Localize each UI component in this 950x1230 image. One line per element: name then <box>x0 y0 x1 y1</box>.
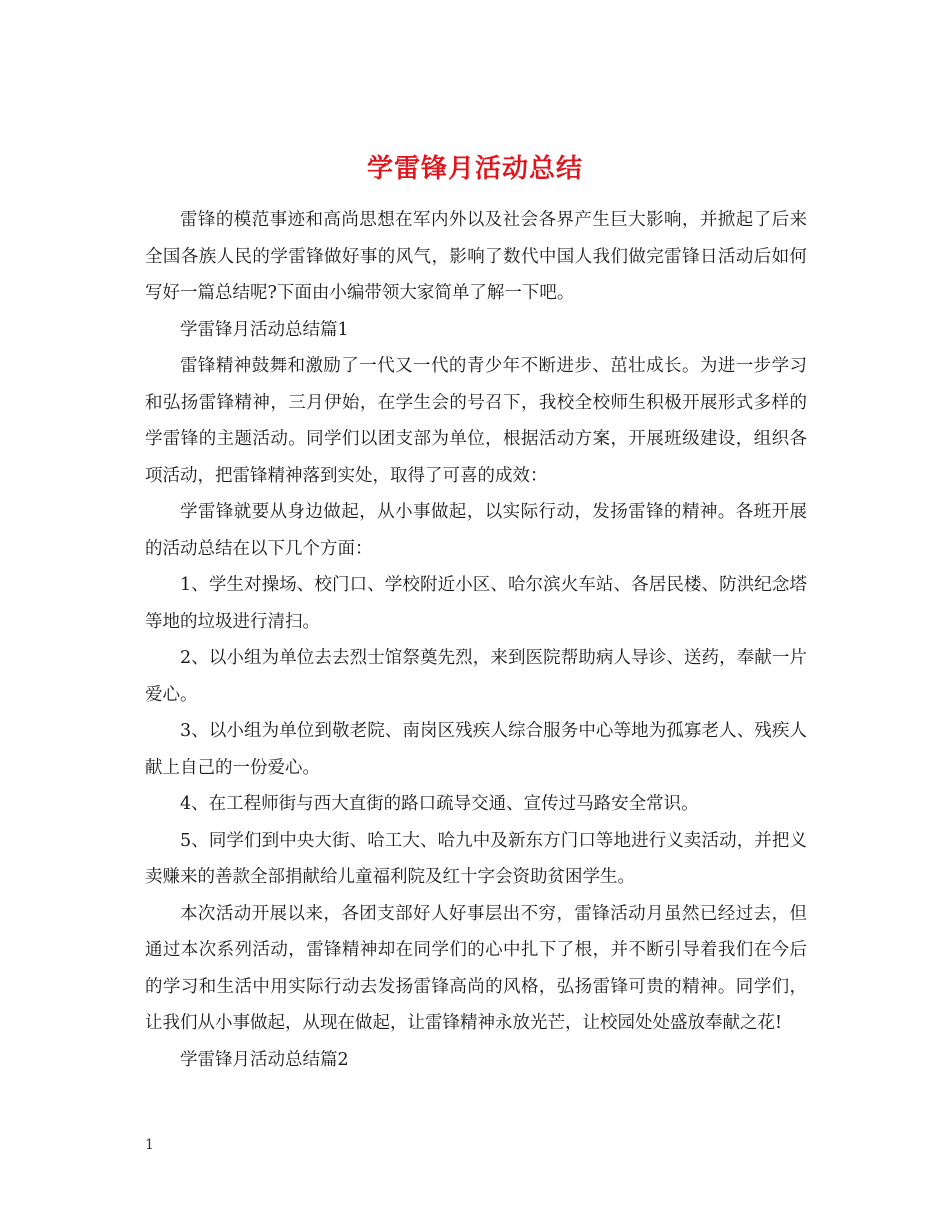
paragraph-section1-summary: 学雷锋就要从身边做起，从小事做起，以实际行动，发扬雷锋的精神。各班开展的活动总结在以下几个方面： <box>145 502 807 559</box>
paragraph-conclusion: 本次活动开展以来，各团支部好人好事层出不穷，雷锋活动月虽然已经过去，但通过本次系列活动，雷锋精神却在同学们的心中扎下了根，并不断引导着我们在今后的学习和生活中用实际行动去发扬雷锋高尚的风格，弘扬雷锋可贵的精神。同学们，让我们从小事做起，从现在做起，让雷锋精神永放光芒，让校园处处盛放奉献之花! <box>145 903 807 1033</box>
list-item-4: 4、在工程师街与西大直街的路口疏导交通、宣传过马路安全常识。 <box>180 794 699 814</box>
list-item-5: 5、同学们到中央大街、哈工大、哈九中及新东方门口等地进行义卖活动，并把义卖赚来的善款全部捐献给儿童福利院及红十字会资助贫困学生。 <box>145 830 807 887</box>
section-heading-2: 学雷锋月活动总结篇2 <box>180 1049 349 1070</box>
section-heading-1: 学雷锋月活动总结篇1 <box>180 319 349 340</box>
paragraph-intro: 雷锋的模范事迹和高尚思想在军内外以及社会各界产生巨大影响，并掀起了后来全国各族人民的学雷锋做好事的风气，影响了数代中国人我们做完雷锋日活动后如何写好一篇总结呢?下面由小编带领大家简单了解一下吧。 <box>145 210 807 303</box>
document-title: 学雷锋月活动总结 <box>366 154 583 185</box>
list-item-3: 3、以小组为单位到敬老院、南岗区残疾人综合服务中心等地为孤寡老人、残疾人献上自己的一份爱心。 <box>145 721 807 778</box>
document-body <box>145 202 807 1078</box>
paragraph-section1-intro: 雷锋精神鼓舞和激励了一代又一代的青少年不断进步、茁壮成长。为进一步学习和弘扬雷锋精神，三月伊始，在学生会的号召下，我校全校师生积极开展形式多样的学雷锋的主题活动。同学们以团支部为单位，根据活动方案，开展班级建设，组织各项活动，把雷锋精神落到实处，取得了可喜的成效： <box>145 356 807 486</box>
list-item-2: 2、以小组为单位去去烈士馆祭奠先烈，来到医院帮助病人导诊、送药，奉献一片爱心。 <box>145 648 807 705</box>
page-number: 1 <box>145 1137 154 1153</box>
list-item-1: 1、学生对操场、校门口、学校附近小区、哈尔滨火车站、各居民楼、防洪纪念塔等地的垃圾进行清扫。 <box>145 575 807 632</box>
